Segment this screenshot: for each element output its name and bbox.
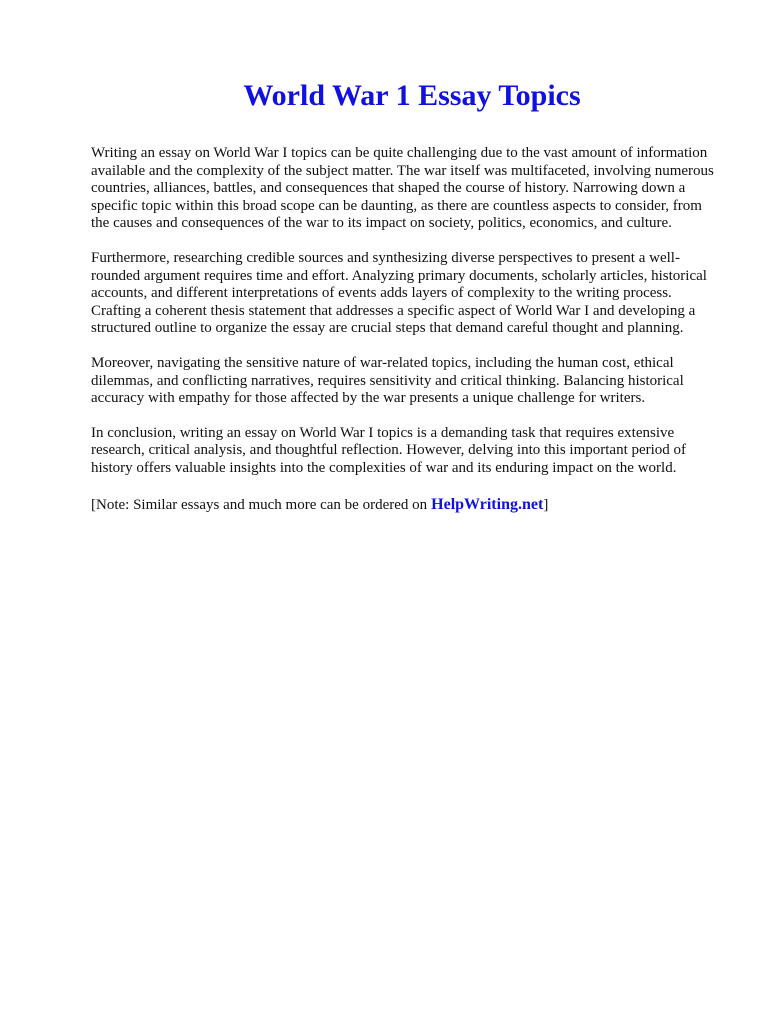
promo-note bbox=[91, 495, 719, 515]
paragraph-1: Writing an essay on World War I topics can be quite challenging due to the vast amount of information available and the complexity of the subject matter. The war itself was multifaceted, involving numerous countries, alliances, battles, and consequences that shaped the course of history. Narrowing down a specific topic within this broad scope can be daunting, as there are countless aspects to consider, from the causes and consequences of the war to its impact on society, politics, economics, and culture. bbox=[91, 145, 714, 232]
promo-note-prefix: [Note: Similar essays and much more can be ordered on bbox=[91, 496, 428, 513]
helpwriting-link[interactable]: HelpWriting.net bbox=[431, 495, 544, 513]
promo-note-suffix: ] bbox=[543, 496, 549, 513]
document-body bbox=[91, 145, 719, 532]
paragraph-2: Furthermore, researching credible sources and synthesizing diverse perspectives to present a well-rounded argument requires time and effort. Analyzing primary documents, scholarly articles, historical accounts, and different interpretations of events adds layers of complexity to the writing process. Crafting a coherent thesis statement that addresses a specific aspect of World War I and developing a structured outline to organize the essay are crucial steps that demand careful thought and planning. bbox=[91, 249, 707, 337]
paragraph-3: Moreover, navigating the sensitive nature of war-related topics, including the human cost, ethical dilemmas, and conflicting narratives, requires sensitivity and critical thinking. Balancing historical accuracy with empathy for those affected by the war presents a unique challenge for writers. bbox=[91, 354, 684, 407]
document-title: World War 1 Essay Topics bbox=[243, 79, 581, 112]
paragraph-4: In conclusion, writing an essay on World War I topics is a demanding task that requires extensive research, critical analysis, and thoughtful reflection. However, delving into this important period of history offers valuable insights into the complexities of war and its enduring impact on the world. bbox=[91, 424, 687, 476]
